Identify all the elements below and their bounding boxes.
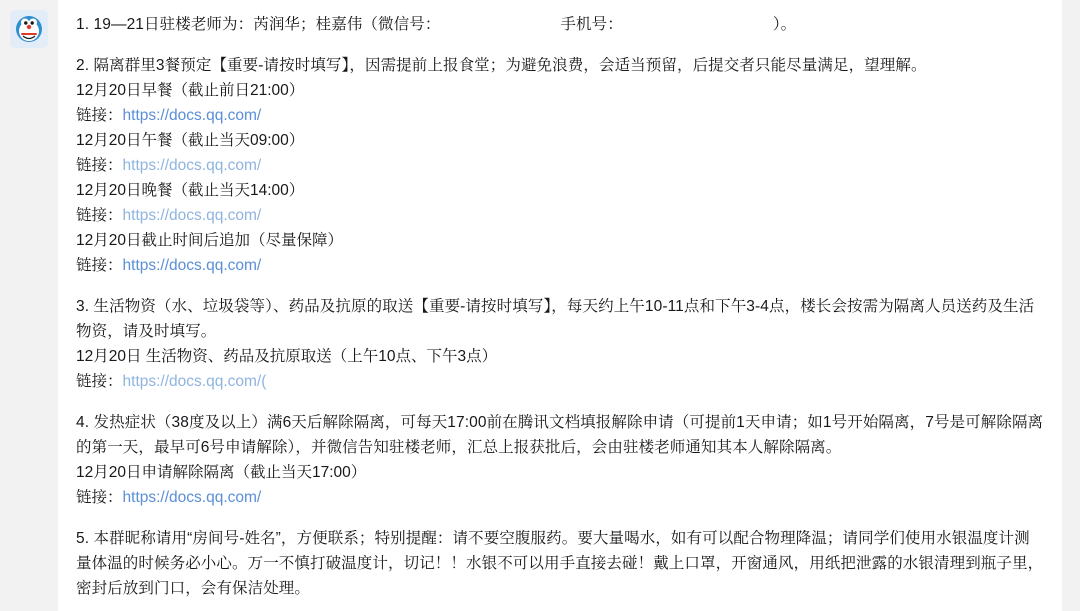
meal-breakfast-line: 12月20日早餐（截止前日21:00） xyxy=(76,82,305,99)
paragraph-1 xyxy=(76,12,1044,37)
meal-dinner-link-line xyxy=(76,203,1044,228)
link-label: 链接： xyxy=(76,207,123,224)
right-edge-gutter xyxy=(1062,0,1080,575)
paragraph-1-part-c: ）。 xyxy=(772,16,797,33)
message-bubble xyxy=(58,0,1062,611)
release-link-line xyxy=(76,485,1044,510)
meal-lunch-line: 12月20日午餐（截止当天09:00） xyxy=(76,132,305,149)
paragraph-5: 5. 本群昵称请用“房间号-姓名”，方便联系；特别提醒：请不要空腹服药。要大量喝水，如有可以配合物理降温；请同学们使用水银温度计测量体温的时候务必小心。万一不慎打破温度计，切记！！水银不可以用手直接去碰！戴上口罩，开窗通风，用纸把泄露的水银清理到瓶子里，密封后放到门口，会有保洁处理。 xyxy=(76,530,1044,597)
link-label: 链接： xyxy=(76,257,123,274)
meal-breakfast-link-line xyxy=(76,103,1044,128)
docs-link-extra[interactable]: https://docs.qq.com/ xyxy=(122,257,262,274)
docs-link-breakfast[interactable]: https://docs.qq.com/ xyxy=(122,107,262,124)
release-line: 12月20日申请解除隔离（截止当天17:00） xyxy=(76,464,367,481)
link-label: 链接： xyxy=(76,157,123,174)
doraemon-avatar[interactable] xyxy=(10,10,48,48)
supplies-line: 12月20日 生活物资、药品及抗原取送（上午10点、下午3点） xyxy=(76,348,498,365)
paragraph-2: 2. 隔离群里3餐预定【重要-请按时填写】，因需提前上报食堂；为避免浪费，会适当预留，后提交者只能尽量满足，望理解。 xyxy=(76,57,927,74)
supplies-link-line xyxy=(76,369,1044,394)
link-label: 链接： xyxy=(76,107,123,124)
docs-link-dinner[interactable]: https://docs.qq.com/ xyxy=(122,207,262,224)
paragraph-3: 3. 生活物资（水、垃圾袋等）、药品及抗原的取送【重要-请按时填写】，每天约上午10-11点和下午3-4点，楼长会按需为隔离人员送药及生活物资，请及时填写。 xyxy=(76,298,1035,340)
link-label: 链接： xyxy=(76,373,123,390)
meal-extra-link-line xyxy=(76,253,1044,278)
meal-extra-line: 12月20日截止时间后追加（尽量保障） xyxy=(76,232,343,249)
paragraph-4: 4. 发热症状（38度及以上）满6天后解除隔离，可每天17:00前在腾讯文档填报解除申请（可提前1天申请；如1号开始隔离，7号是可解除隔离的第一天，最早可6号申请解除），并微信告知驻楼老师，汇总上报获批后，会由驻楼老师通知其本人解除隔离。 xyxy=(76,414,1044,456)
link-label: 链接： xyxy=(76,489,123,506)
meal-dinner-line: 12月20日晚餐（截止当天14:00） xyxy=(76,182,305,199)
paragraph-1-part-a: 1. 19—21日驻楼老师为：芮润华；桂嘉伟（微信号： xyxy=(76,16,441,33)
docs-link-lunch[interactable]: https://docs.qq.com/ xyxy=(122,157,262,174)
paragraph-1-part-b: 手机号： xyxy=(560,16,623,33)
docs-link-release[interactable]: https://docs.qq.com/ xyxy=(122,489,262,506)
docs-link-supplies[interactable]: https://docs.qq.com/( xyxy=(122,373,267,390)
meal-lunch-link-line xyxy=(76,153,1044,178)
